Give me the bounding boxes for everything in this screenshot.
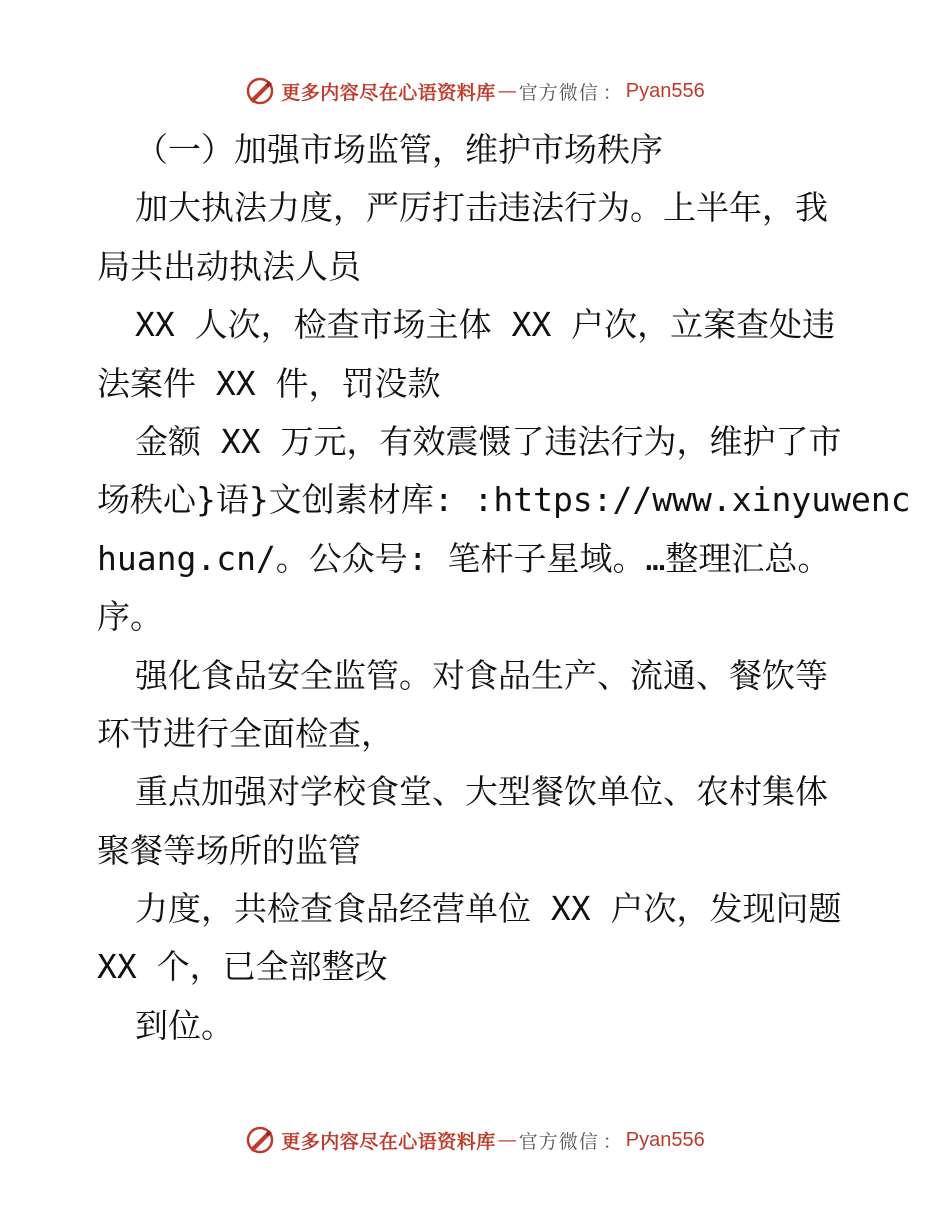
paragraph-line: 法案件 XX 件，罚没款 [97, 363, 441, 403]
paragraph-line: 场秩心}语}文创素材库: :https://www.xinyuwenc [97, 480, 911, 520]
banner-wechat-handle: Pyan556 [625, 79, 705, 102]
header-watermark-banner [0, 71, 950, 111]
paragraph-line: 序。 [97, 597, 163, 637]
banner-dash: — [497, 80, 517, 102]
paragraph-line: 加大执法力度，严厉打击违法行为。上半年，我 [135, 188, 828, 228]
paragraph-line: XX 人次，检查市场主体 XX 户次，立案查处违 [135, 305, 836, 345]
paragraph-line: 局共出动执法人员 [97, 246, 361, 286]
banner-official-label: 官方微信 [518, 1130, 599, 1153]
paragraph-line: 强化食品安全监管。对食品生产、流通、餐饮等 [135, 655, 828, 695]
banner-separator: ： [602, 1130, 622, 1153]
paragraph-line: XX 个，已全部整改 [97, 947, 388, 987]
pen-circle-logo-icon [245, 76, 275, 106]
paragraph-line: 力度，共检查食品经营单位 XX 户次，发现问题 [135, 889, 842, 929]
banner-brand-text: 更多内容尽在心语资料库 [281, 1130, 496, 1153]
document-body [97, 121, 911, 1055]
paragraph-line: 聚餐等场所的监管 [97, 830, 361, 870]
paragraph-line: huang.cn/。公众号: 笔杆子星域。…整理汇总。 [97, 538, 831, 578]
banner-official-label: 官方微信 [518, 81, 599, 104]
banner-separator: ： [602, 81, 622, 104]
section-heading: （一）加强市场监管，维护市场秩序 [135, 130, 663, 169]
paragraph-line: 金额 XX 万元，有效震慑了违法行为，维护了市 [135, 421, 842, 461]
paragraph-line: 环节进行全面检查， [97, 713, 394, 753]
banner-dash: — [497, 1129, 517, 1151]
paragraph-line: 重点加强对学校食堂、大型餐饮单位、农村集体 [135, 772, 828, 812]
banner-wechat-handle: Pyan556 [625, 1128, 705, 1151]
pen-circle-logo-icon [245, 1125, 275, 1155]
footer-watermark-banner [0, 1120, 950, 1160]
paragraph-line: 到位。 [135, 1005, 234, 1045]
banner-brand-text: 更多内容尽在心语资料库 [281, 81, 496, 104]
